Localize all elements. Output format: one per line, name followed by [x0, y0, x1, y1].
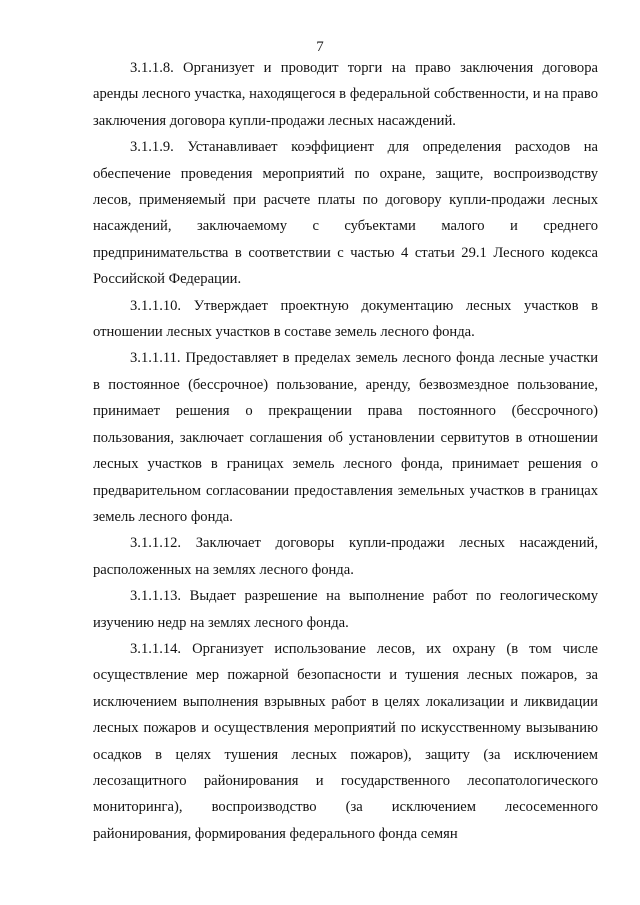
paragraph-3-1-1-8: 3.1.1.8. Организует и проводит торги на право заключения договора аренды лесного участка, находящегося в федеральной собственности, и на право заключения договора купли-продажи лесных насаждений.: [93, 60, 598, 129]
paragraph-3-1-1-13: 3.1.1.13. Выдает разрешение на выполнение работ по геологическому изучению недр на землях лесного фонда.: [93, 588, 598, 631]
paragraph-3-1-1-11: 3.1.1.11. Предоставляет в пределах земель лесного фонда лесные участки в постоянное (бессрочное) пользование, аренду, безвозмездное пользование, принимает решения о прекращении права постоянного (бессрочного) пользования, заключает соглашения об установлении сервитутов в отношении лесных участков в границах земель лесного фонда, принимает решения о предварительном согласовании предоставления земельных участков в границах земель лесного фонда.: [93, 350, 598, 525]
paragraph-3-1-1-14: 3.1.1.14. Организует использование лесов, их охрану (в том числе осуществление мер пожарной безопасности и тушения лесных пожаров, за исключением выполнения взрывных работ в целях локализации и ликвидации лесных пожаров и осуществления мероприятий по искусственному вызыванию осадков в целях тушения лесных пожаров), защиту (за исключением лесозащитного районирования и государственного лесопатологического мониторинга), воспроизводство (за исключением лесосеменного районирования, формирования федерального фонда семян: [93, 640, 598, 842]
paragraph-3-1-1-9: 3.1.1.9. Устанавливает коэффициент для определения расходов на обеспечение проведения мероприятий по охране, защите, воспроизводству лесов, применяемый при расчете платы по договору купли-продажи лесных насаждений, заключаемому с субъектами малого и среднего предпринимательства в соответствии с частью 4 статьи 29.1 Лесного кодекса Российской Федерации.: [93, 139, 598, 288]
paragraph-3-1-1-12: 3.1.1.12. Заключает договоры купли-продажи лесных насаждений, расположенных на землях лесного фонда.: [93, 535, 598, 578]
paragraph-3-1-1-10: 3.1.1.10. Утверждает проектную документацию лесных участков в отношении лесных участков в составе земель лесного фонда.: [93, 297, 598, 341]
document-body: [93, 55, 598, 847]
page-number: 7: [316, 39, 324, 55]
